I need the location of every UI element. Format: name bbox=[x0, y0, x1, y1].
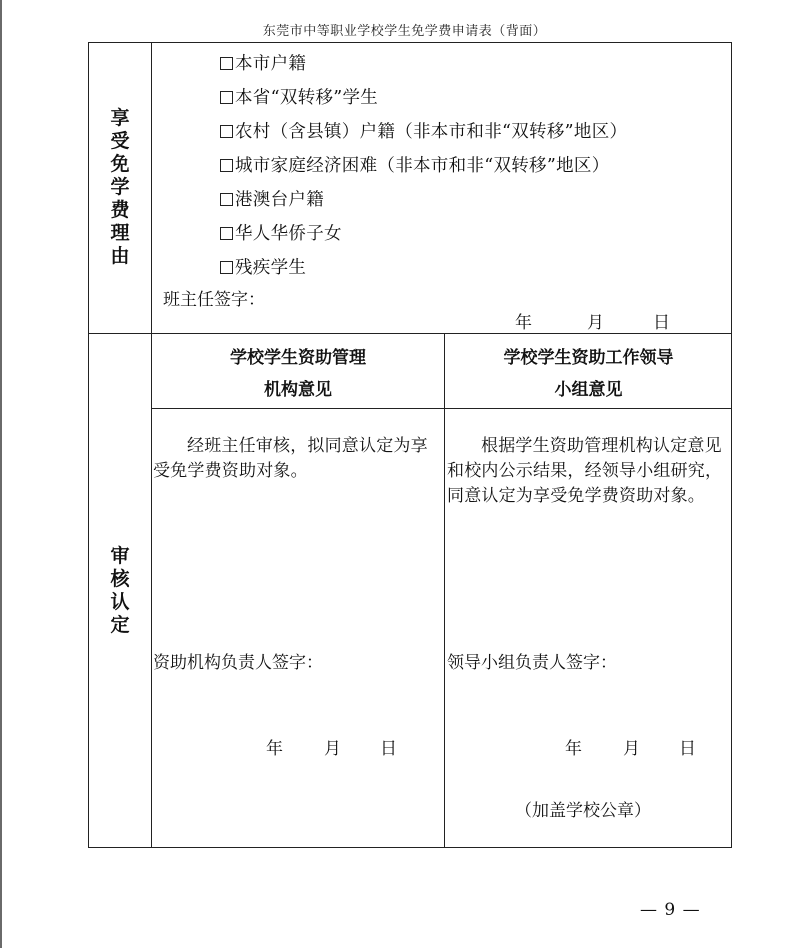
option-hk-macau-taiwan[interactable] bbox=[220, 186, 324, 211]
checkbox-icon[interactable] bbox=[220, 193, 233, 206]
option-label: 城市家庭经济困难（非本市和非“双转移”地区） bbox=[235, 156, 610, 176]
teacher-sign-date bbox=[515, 308, 670, 333]
review-label-char: 核 bbox=[110, 568, 130, 590]
date-year: 年 bbox=[266, 739, 283, 759]
school-seal-note: （加盖学校公章） bbox=[515, 801, 651, 821]
date-day: 日 bbox=[653, 313, 670, 333]
review-label-char: 定 bbox=[110, 614, 130, 636]
leadership-group-heading bbox=[445, 343, 732, 400]
teacher-signature-label: 班主任签字： bbox=[163, 290, 265, 310]
funding-office-signature-label: 资助机构负责人签字： bbox=[153, 653, 323, 673]
option-label: 港澳台户籍 bbox=[235, 190, 324, 210]
leadership-group-date bbox=[565, 734, 696, 759]
page-number: — 9 — bbox=[640, 900, 701, 920]
checkbox-icon[interactable] bbox=[220, 159, 233, 172]
reason-label-char: 费 bbox=[110, 199, 130, 221]
option-disabled-student[interactable] bbox=[220, 254, 306, 279]
leadership-group-signature-label: 领导小组负责人签字： bbox=[447, 653, 617, 673]
review-column-divider bbox=[444, 333, 445, 848]
checkbox-icon[interactable] bbox=[220, 125, 233, 138]
checkbox-icon[interactable] bbox=[220, 91, 233, 104]
reason-section-label bbox=[88, 42, 152, 333]
reason-label-char: 免 bbox=[110, 153, 130, 175]
heading-line: 机构意见 bbox=[264, 380, 332, 400]
option-label: 本省“双转移”学生 bbox=[235, 88, 379, 108]
reason-label-char: 享 bbox=[110, 107, 130, 129]
date-year: 年 bbox=[565, 739, 582, 759]
option-overseas-chinese[interactable] bbox=[220, 220, 342, 245]
checkbox-icon[interactable] bbox=[220, 261, 233, 274]
page-left-edge bbox=[0, 0, 2, 948]
option-label: 残疾学生 bbox=[235, 258, 307, 278]
option-label: 本市户籍 bbox=[235, 54, 307, 74]
date-day: 日 bbox=[380, 739, 397, 759]
review-label-char: 认 bbox=[110, 591, 130, 613]
option-rural-household[interactable] bbox=[220, 118, 627, 143]
heading-line: 学校学生资助管理 bbox=[230, 348, 366, 368]
date-year: 年 bbox=[515, 313, 532, 333]
leadership-group-opinion: 根据学生资助管理机构认定意见和校内公示结果，经领导小组研究，同意认定为享受免学费资助对象。 bbox=[447, 436, 723, 506]
heading-line: 小组意见 bbox=[554, 380, 623, 400]
funding-office-opinion: 经班主任审核，拟同意认定为享受免学费资助对象。 bbox=[153, 436, 428, 481]
option-label: 华人华侨子女 bbox=[235, 224, 342, 244]
review-label-char: 审 bbox=[110, 545, 130, 567]
heading-line: 学校学生资助工作领导 bbox=[503, 348, 674, 368]
option-dual-transfer[interactable] bbox=[220, 84, 378, 109]
date-month: 月 bbox=[324, 739, 341, 759]
review-header-divider bbox=[151, 408, 732, 409]
section-divider bbox=[88, 333, 732, 334]
option-local-household[interactable] bbox=[220, 50, 306, 75]
funding-office-heading bbox=[152, 343, 444, 400]
checkbox-icon[interactable] bbox=[220, 57, 233, 70]
reason-label-char: 理 bbox=[110, 222, 130, 244]
date-month: 月 bbox=[623, 739, 640, 759]
reason-label-char: 学 bbox=[110, 176, 130, 198]
reason-label-char: 受 bbox=[110, 130, 130, 152]
form-title: 东莞市中等职业学校学生免学费申请表（背面） bbox=[262, 24, 547, 39]
date-day: 日 bbox=[679, 739, 696, 759]
checkbox-icon[interactable] bbox=[220, 227, 233, 240]
review-section-label bbox=[88, 334, 152, 848]
date-month: 月 bbox=[587, 313, 604, 333]
option-label: 农村（含县镇）户籍（非本市和非“双转移”地区） bbox=[235, 122, 628, 142]
reason-label-char: 由 bbox=[110, 245, 130, 267]
option-urban-hardship[interactable] bbox=[220, 152, 610, 177]
funding-office-date bbox=[266, 734, 397, 759]
